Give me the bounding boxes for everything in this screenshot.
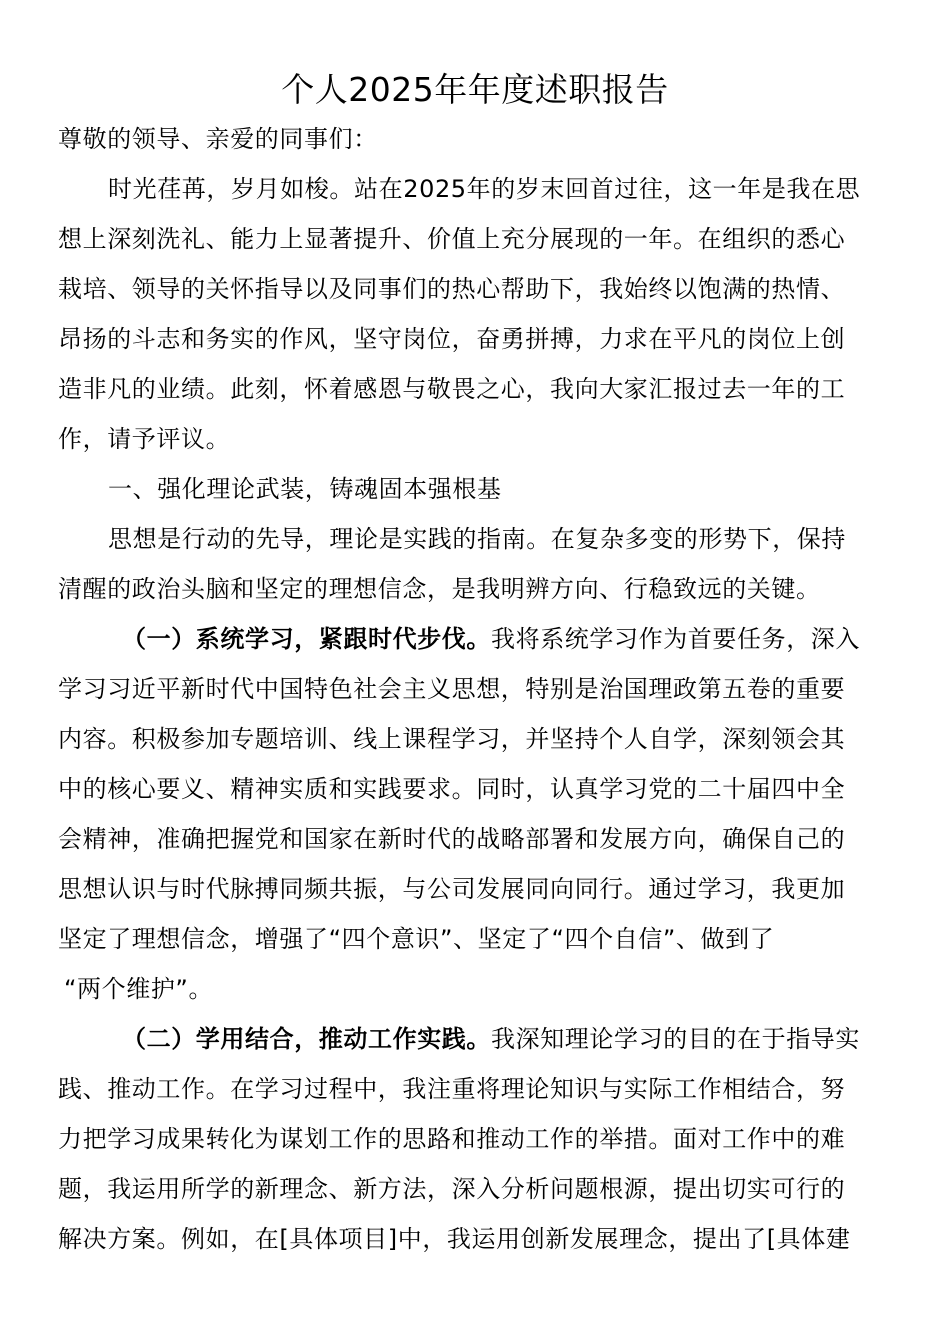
document-body	[58, 114, 888, 1264]
subsection-1-line: 学习习近平新时代中国特色社会主义思想，特别是治国理政第五卷的重要	[58, 675, 846, 703]
subsection-1-line: 坚定了理想信念，增强了“四个意识”、坚定了“四个自信”、做到了	[58, 925, 775, 953]
section-intro-line: 清醒的政治头脑和坚定的理想信念，是我明辨方向、行稳致远的关键。	[58, 575, 821, 603]
subsection-2-line: 解决方案。例如，在[具体项目]中，我运用创新发展理念，提出了[具体建	[58, 1225, 851, 1253]
intro-line: 昂扬的斗志和务实的作风，坚守岗位，奋勇拼搏，力求在平凡的岗位上创	[58, 325, 846, 353]
subsection-2-heading: （二）学用结合，推动工作实践。	[122, 1025, 491, 1053]
section-intro-line: 思想是行动的先导，理论是实践的指南。在复杂多变的形势下，保持	[108, 525, 846, 553]
salutation: 尊敬的领导、亲爱的同事们：	[58, 125, 378, 153]
subsection-1-line: 内容。积极参加专题培训、线上课程学习，并坚持个人自学，深刻领会其	[58, 725, 846, 753]
subsection-1-line: 中的核心要义、精神实质和实践要求。同时，认真学习党的二十届四中全	[58, 775, 846, 803]
subsection-2-line: 力把学习成果转化为谋划工作的思路和推动工作的举措。面对工作中的难	[58, 1125, 846, 1153]
subsection-2-text: 我深知理论学习的目的在于指导实	[491, 1025, 860, 1053]
section-heading: 一、强化理论武装，铸魂固本强根基	[108, 475, 502, 503]
subsection-1-line: 会精神，准确把握党和国家在新时代的战略部署和发展方向，确保自己的	[58, 825, 846, 853]
subsection-1-first-line	[58, 614, 888, 664]
subsection-2-line: 题，我运用所学的新理念、新方法，深入分析问题根源，提出切实可行的	[58, 1175, 846, 1203]
subsection-2-line: 践、推动工作。在学习过程中，我注重将理论知识与实际工作相结合，努	[58, 1075, 846, 1103]
subsection-1-line: 思想认识与时代脉搏同频共振，与公司发展同向同行。通过学习，我更加	[58, 875, 846, 903]
document-title: 个人2025年年度述职报告	[281, 70, 669, 109]
intro-line: 想上深刻洗礼、能力上显著提升、价值上充分展现的一年。在组织的悉心	[58, 225, 846, 253]
intro-line: 造非凡的业绩。此刻，怀着感恩与敬畏之心，我向大家汇报过去一年的工	[58, 375, 846, 403]
intro-line: 时光荏苒，岁月如梭。站在2025年的岁末回首过往，这一年是我在思	[108, 175, 861, 203]
intro-line: 栽培、领导的关怀指导以及同事们的热心帮助下，我始终以饱满的热情、	[58, 275, 846, 303]
subsection-2-first-line	[58, 1014, 888, 1064]
subsection-1-heading: （一）系统学习，紧跟时代步伐。	[122, 625, 491, 653]
subsection-1-line: “两个维护”。	[64, 975, 214, 1003]
subsection-1-text: 我将系统学习作为首要任务，深入	[491, 625, 860, 653]
intro-line: 作，请予评议。	[58, 425, 231, 453]
